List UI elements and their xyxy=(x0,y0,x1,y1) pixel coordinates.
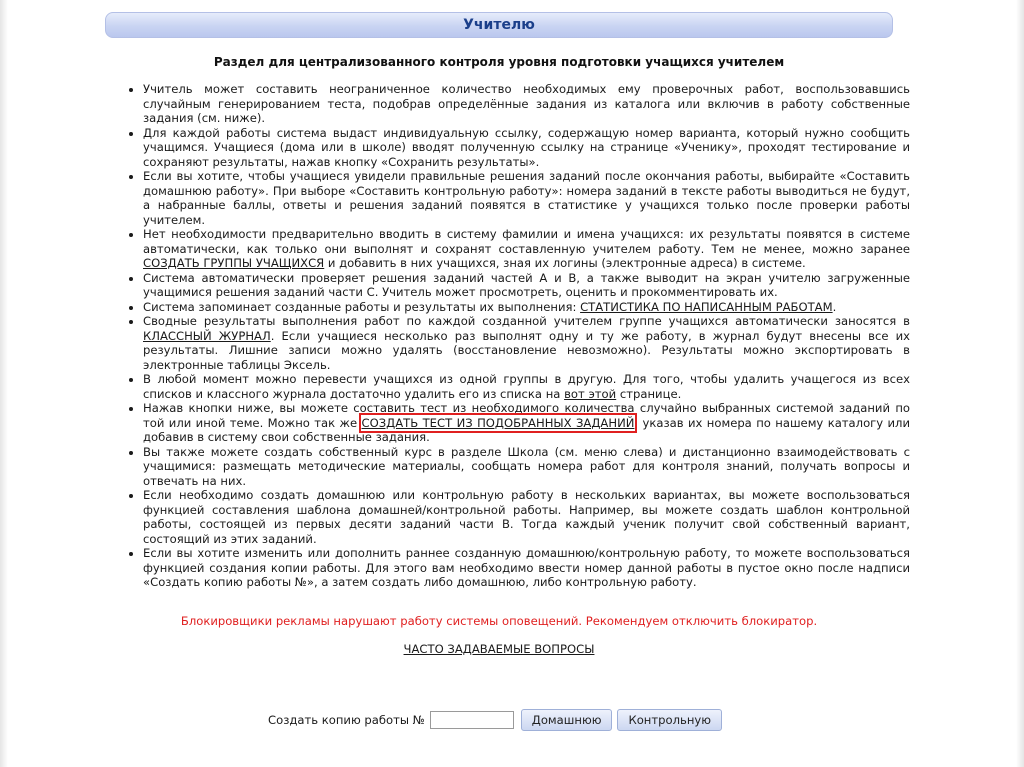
list-item xyxy=(143,300,910,315)
copy-work-label: Создать копию работы № xyxy=(268,713,425,727)
work-statistics-link[interactable]: СТАТИСТИКА ПО НАПИСАННЫМ РАБОТАМ xyxy=(580,299,833,314)
list-item xyxy=(143,169,910,227)
class-journal-link[interactable]: КЛАССНЫЙ ЖУРНАЛ xyxy=(143,328,271,343)
right-edge-shadow xyxy=(1016,0,1024,767)
create-test-from-selected-link[interactable]: СОЗДАТЬ ТЕСТ ИЗ ПОДОБРАННЫХ ЗАДАНИЙ xyxy=(361,415,635,430)
list-item xyxy=(143,488,910,546)
item-text: , указав их номера по нашему каталогу или добавив в систему свои собственные задания. xyxy=(143,415,910,444)
item-text: Сводные результаты выполнения работ по каждой созданной учителем группе учащихся автоматически заносятся в xyxy=(143,314,910,328)
item-text: Для каждой работы система выдаст индивидуальную ссылку, содержащую номер варианта, который нужно сообщить учащимся. Учащиеся (дома или в школе) вводят полученную ссылку на странице «Ученику», проходят тестирование и сохраняют результаты, нажав кнопку «Сохранить результаты». xyxy=(143,125,910,169)
copy-work-form xyxy=(268,708,727,732)
this-page-link[interactable]: вот этой xyxy=(564,386,617,401)
item-text: Нет необходимости предварительно вводить в систему фамилии и имена учащихся: их результаты появятся в системе автоматически, как только они выполнят и сохранят составленную учителем работу. Тем не менее, можно заранее xyxy=(143,227,910,256)
item-text: Система запоминает созданные работы и результаты их выполнения: xyxy=(143,299,581,314)
item-text: Если вы хотите, чтобы учащиеся увидели правильные решения заданий после окончания работы, выбирайте «Составить домашнюю работу». При выборе «Составить контрольную работу»: номера заданий в тексте работы выводиться не будут, а набранные баллы, ответы и решения заданий появятся в статистике у учащихся только после проверки работы учителем. xyxy=(143,169,910,227)
item-text: Вы также можете создать собственный курс в разделе Школа (см. меню слева) и дистанционно взаимодействовать с учащимися: размещать методические материалы, сообщать номера работ для контроля знаний, получать вопросы и отвечать на них. xyxy=(143,444,910,488)
control-work-button[interactable]: Контрольную xyxy=(617,709,722,731)
instructions-list xyxy=(126,82,910,590)
item-text: Если необходимо создать домашнюю или контрольную работу в нескольких вариантах, вы можете воспользоваться функцией составления шаблона домашней/контрольной работы. Например, вы можете создать шаблон контрольной работы, состоящей из первых десяти заданий части В. Тогда каждый ученик получит свой собственный вариант, состоящий из этих заданий. xyxy=(143,488,910,546)
item-text: . xyxy=(832,299,837,314)
section-header: Учителю xyxy=(105,12,893,38)
page-title: Раздел для централизованного контроля уровня подготовки учащихся учителем xyxy=(213,55,785,69)
item-text: странице. xyxy=(616,386,682,401)
list-item xyxy=(143,314,910,372)
list-item xyxy=(143,401,910,445)
item-text: и добавить в них учащихся, зная их логины (электронные адреса) в системе. xyxy=(324,256,806,270)
work-number-input[interactable] xyxy=(430,711,514,729)
list-item xyxy=(143,546,910,590)
faq-link[interactable]: ЧАСТО ЗАДАВАЕМЫЕ ВОПРОСЫ xyxy=(403,642,595,656)
item-text: Если вы хотите изменить или дополнить раннее созданную домашнюю/контрольную работу, то можете воспользоваться функцией создания копии работы. Для этого вам необходимо ввести номер данной работы в пустое окно после надписи «Создать копию работы №», а затем создать либо домашнюю, либо контрольную работу. xyxy=(143,546,910,589)
item-text: . Если учащиеся несколько раз выполнят одну и ту же работу, в журнал будут внесены все их результаты. Лишние записи можно удалять (восстановление невозможно). Результаты можно экспортировать в электронные таблицы Эксель. xyxy=(143,328,910,372)
item-text: Нажав кнопки ниже, вы можете составить тест из необходимого количества случайно выбранных системой заданий по той или иной теме. Можно так же xyxy=(143,401,910,430)
list-item xyxy=(143,445,910,489)
list-item xyxy=(143,126,910,170)
list-item xyxy=(143,372,910,401)
item-text: Система автоматически проверяет решения заданий частей А и В, а также выводит на экран учителю загруженные учащимися решения заданий части С. Учитель может просмотреть, оценить и прокомментировать их. xyxy=(143,270,910,299)
item-text: Учитель может составить неограниченное количество необходимых ему проверочных работ, воспользовавшись случайным генерированием теста, подобрав определённые задания из каталога или включив в работу собственные задания (см. ниже). xyxy=(143,82,910,125)
item-text: В любой момент можно перевести учащихся из одной группы в другую. Для того, чтобы удалить учащегося из всех списков и классного журнала достаточно удалить его из списка на xyxy=(143,372,910,401)
list-item xyxy=(143,271,910,300)
adblock-warning: Блокировщики рекламы нарушают работу системы оповещений. Рекомендуем отключить блокиратор. xyxy=(180,614,818,628)
list-item xyxy=(143,227,910,271)
homework-button[interactable]: Домашнюю xyxy=(521,709,613,731)
left-edge-shadow xyxy=(0,0,8,767)
create-groups-link[interactable]: СОЗДАТЬ ГРУППЫ УЧАЩИХСЯ xyxy=(143,256,325,270)
list-item xyxy=(143,82,910,126)
